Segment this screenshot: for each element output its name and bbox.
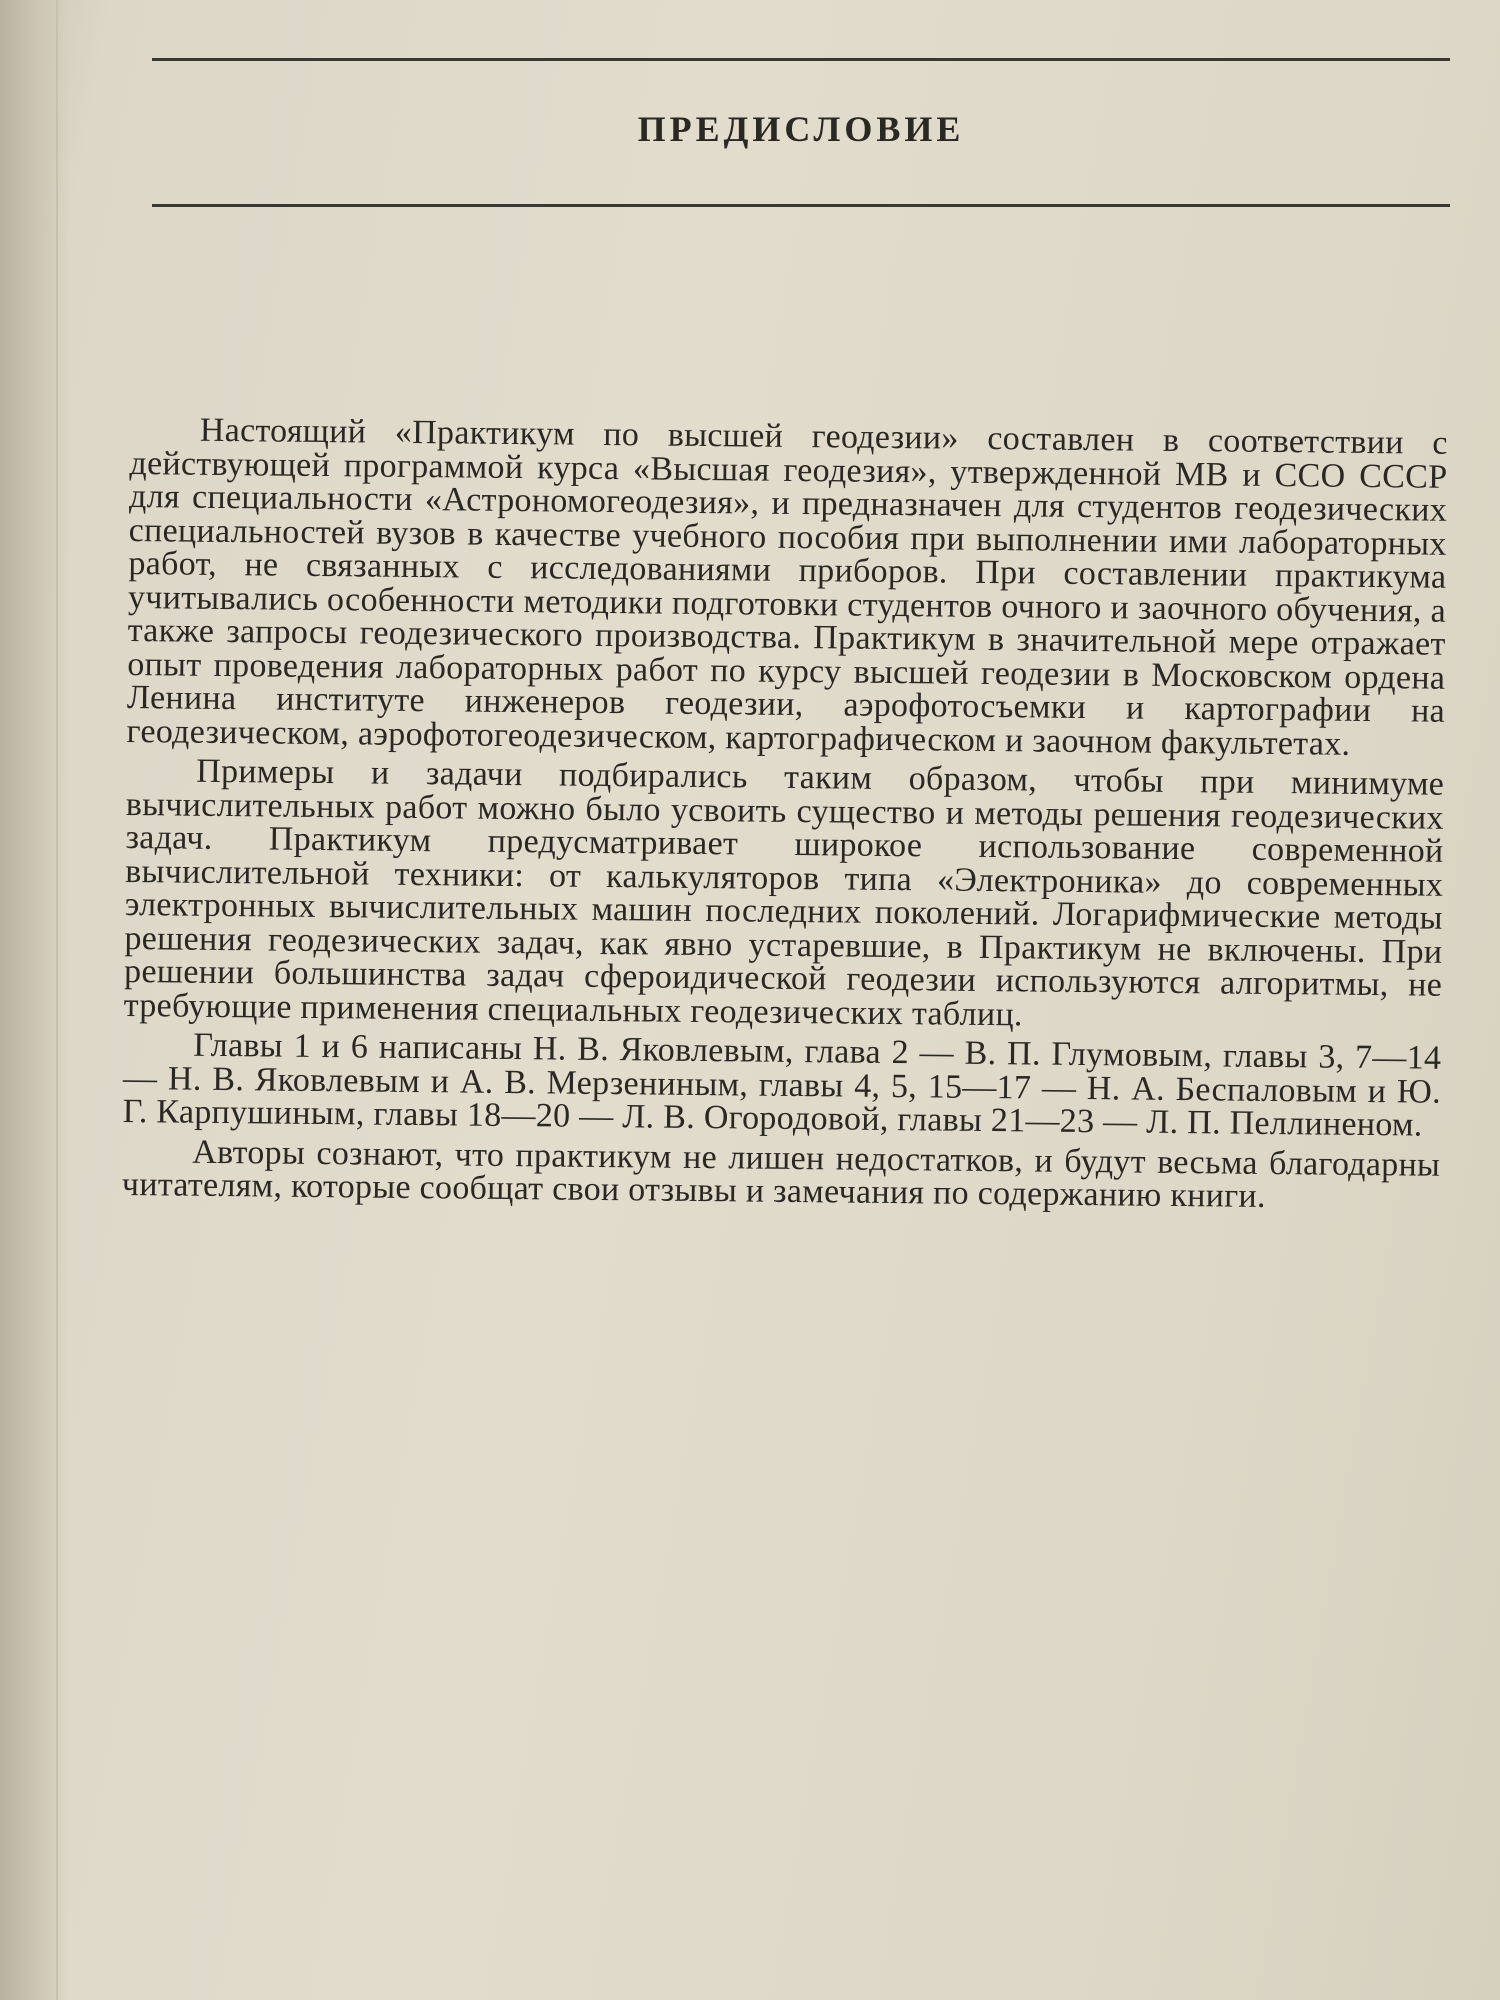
paragraph: Главы 1 и 6 написаны Н. В. Яковлевым, глава 2 — В. П. Глумовым, главы 3, 7—14 — Н. В. Яковлевым и А. В. Мерзениным, главы 4, 5, 15—17 — Н. А. Беспаловым и Ю. Г. Карпушиным, главы 18—20 — Л. В. Огородовой, главы 21—23 — Л. П. Пеллиненом. [122,1026,1442,1144]
paragraph: Авторы сознают, что практикум не лишен недостатков, и будут весьма благодарны читателям, которые сообщат свои отзывы и замечания по содержанию книги. [121,1133,1441,1215]
spine-fold [56,0,58,2000]
bottom-rule [152,204,1450,207]
paragraph: Примеры и задачи подбирались таким образом, чтобы при минимуме вычислительных работ можно было усвоить существо и методы решения геодезических задач. Практикум предусматривает широкое использование современной вычислительной техники: от калькуляторов типа «Электроника» до современных электронных вычислительных машин последних поколений. Логарифмические методы решения геодезических задач, как явно устаревшие, в Практикум не включены. При решении большинства задач сфероидической геодезии используются алгоритмы, не требующие применения специальных геодезических таблиц. [123,752,1445,1033]
spine-shadow [0,0,70,2000]
preface-body [122,413,1448,1221]
paragraph: Настоящий «Практикум по высшей геодезии» составлен в соответствии с действующей программой курса «Высшая геодезия», утвержденной МВ и ССО СССР для специальности «Астрономогеодезия», и предназначен для студентов геодезических специальностей вузов в качестве учебного пособия при выполнении ими лабораторных работ, не связанных с исследованиями приборов. При составлении практикума учитывались особенности методики подготовки студентов очного и заочного обучения, а также запросы геодезического производства. Практикум в значительной мере отражает опыт проведения лабораторных работ по курсу высшей геодезии в Московском ордена Ленина институте инженеров геодезии, аэрофотосъемки и картографии на геодезическом, аэрофотогеодезическом, картографическом и заочном факультетах. [126,411,1448,763]
top-rule [152,58,1450,61]
page-heading: ПРЕДИСЛОВИЕ [637,109,965,149]
